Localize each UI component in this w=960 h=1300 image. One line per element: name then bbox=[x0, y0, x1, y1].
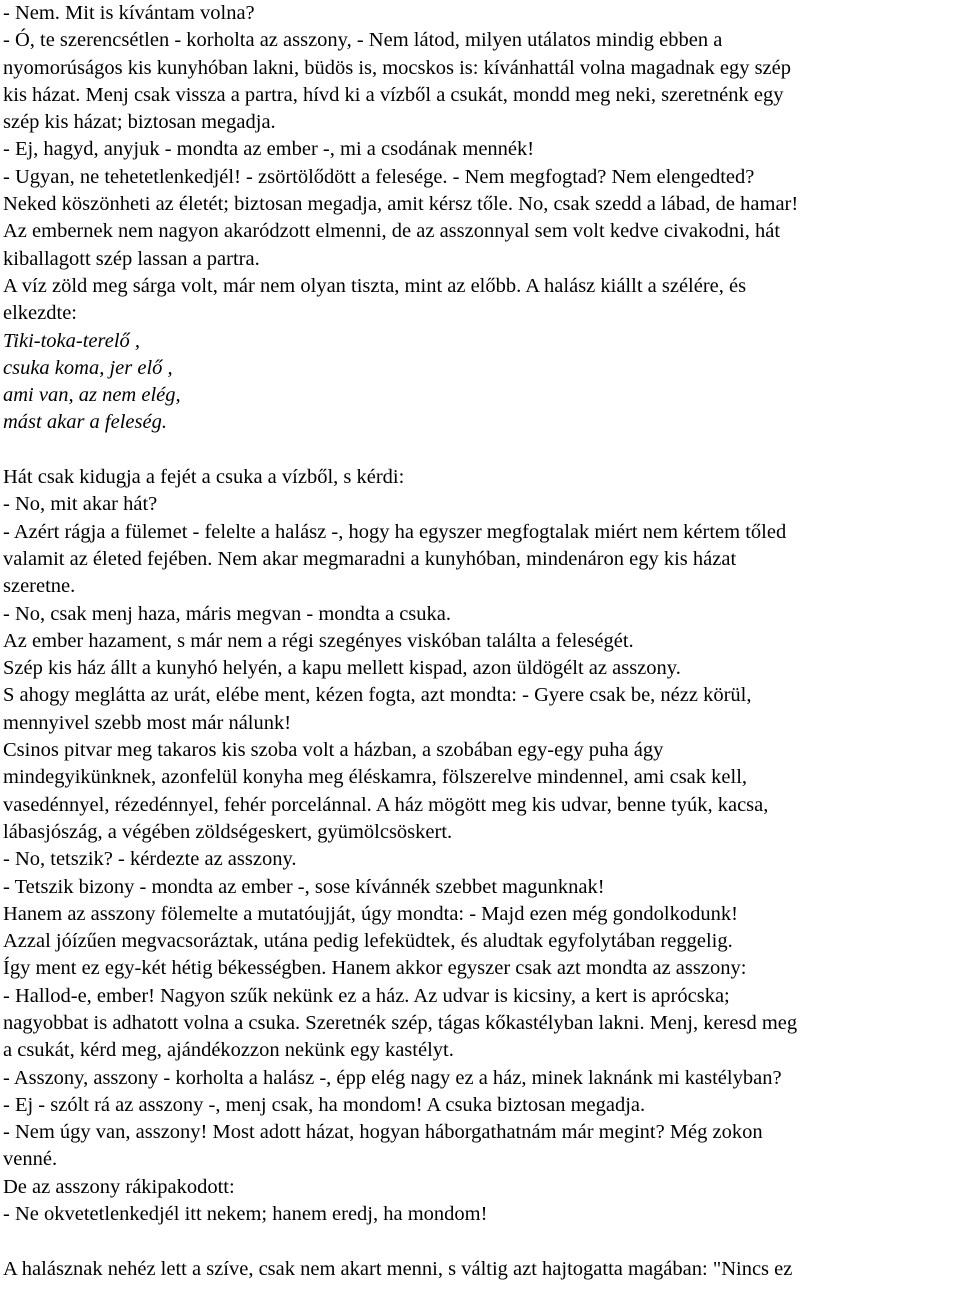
text-line: a csukát, kérd meg, ajándékozzon nekünk egy kastélyt. bbox=[3, 1039, 454, 1062]
text-line: Így ment ez egy-két hétig békességben. Hanem akkor egyszer csak azt mondta az asszony: bbox=[3, 957, 747, 980]
text-line: - No, tetszik? - kérdezte az asszony. bbox=[3, 848, 297, 871]
text-line: kiballagott szép lassan a partra. bbox=[3, 247, 260, 270]
text-line: De az asszony rákipakodott: bbox=[3, 1175, 235, 1198]
text-line: venné. bbox=[3, 1148, 58, 1171]
text-line: - No, csak menj haza, máris megvan - mondta a csuka. bbox=[3, 602, 451, 625]
text-line: Az embernek nem nagyon akaródzott elmenni, de az asszonnyal sem volt kedve civakodni, hát bbox=[3, 220, 781, 243]
text-line: - Nem. Mit is kívántam volna? bbox=[3, 2, 255, 24]
text-line: lábasjószág, a végében zöldségeskert, gyümölcsöskert. bbox=[3, 820, 453, 843]
blank-line bbox=[3, 1228, 960, 1255]
blank-line bbox=[3, 437, 960, 464]
text-line: Az ember hazament, s már nem a régi szegényes viskóban találta a feleségét. bbox=[3, 629, 634, 652]
text-line: mennyivel szebb most már nálunk! bbox=[3, 711, 292, 734]
text-line: szeretne. bbox=[3, 575, 76, 598]
text-line: szép kis házat; biztosan megadja. bbox=[3, 111, 276, 134]
text-line: - Hallod-e, ember! Nagyon szűk nekünk ez a ház. Az udvar is kicsiny, a kert is aprócska; bbox=[3, 984, 730, 1007]
text-line: Hát csak kidugja a fejét a csuka a vízből, s kérdi: bbox=[3, 466, 405, 489]
text-line: - Ugyan, ne tehetetlenkedjél! - zsörtölődött a felesége. - Nem megfogtad? Nem elengedted? bbox=[3, 165, 755, 188]
text-line: - Asszony, asszony - korholta a halász -, épp elég nagy ez a ház, minek laknánk mi kastélyban? bbox=[3, 1066, 782, 1089]
text-line: - Ne okvetetlenkedjél itt nekem; hanem eredj, ha mondom! bbox=[3, 1203, 488, 1226]
text-line: - Ej - szólt rá az asszony -, menj csak, ha mondom! A csuka biztosan megadja. bbox=[3, 1093, 646, 1116]
text-line: Neked köszönheti az életét; biztosan megadja, amit kérsz tőle. No, csak szedd a lábad, de hamar! bbox=[3, 193, 799, 216]
text-line: nagyobbat is adhatott volna a csuka. Szeretnék szép, tágas kőkastélyban lakni. Menj, keresd meg bbox=[3, 1011, 798, 1034]
text-line: - Ó, te szerencsétlen - korholta az asszony, - Nem látod, milyen utálatos mindig ebben a bbox=[3, 29, 723, 52]
text-line: - Ej, hagyd, anyjuk - mondta az ember -, mi a csodának mennék! bbox=[3, 138, 535, 161]
text-line: Szép kis ház állt a kunyhó helyén, a kapu mellett kispad, azon üldögélt az asszony. bbox=[3, 657, 681, 680]
text-line: - Azért rágja a fülemet - felelte a halász -, hogy ha egyszer megfogtalak miért nem kértem tőled bbox=[3, 520, 787, 543]
verse-line: Tiki-toka-terelő , bbox=[3, 329, 141, 352]
text-line: A víz zöld meg sárga volt, már nem olyan tiszta, mint az előbb. A halász kiállt a szélére, és bbox=[3, 274, 747, 297]
text-line: Csinos pitvar meg takaros kis szoba volt a házban, a szobában egy-egy puha ágy bbox=[3, 739, 664, 762]
text-line: kis házat. Menj csak vissza a partra, hívd ki a vízből a csukát, mondd meg neki, szeretnénk egy bbox=[3, 83, 784, 106]
text-line: S ahogy meglátta az urát, elébe ment, kézen fogta, azt mondta: - Gyere csak be, nézz körül, bbox=[3, 684, 752, 707]
text-line: - Tetszik bizony - mondta az ember -, sose kívánnék szebbet magunknak! bbox=[3, 875, 605, 898]
verse-line: csuka koma, jer elő , bbox=[3, 356, 173, 379]
text-line: valamit az életed fejében. Nem akar megmaradni a kunyhóban, mindenáron egy kis házat bbox=[3, 547, 737, 570]
text-line: A halásznak nehéz lett a szíve, csak nem akart menni, s váltig azt hajtogatta magában: "Nincs ez bbox=[3, 1257, 793, 1280]
text-line: elkezdte: bbox=[3, 302, 77, 325]
verse-line: mást akar a feleség. bbox=[3, 411, 167, 434]
text-line: - No, mit akar hát? bbox=[3, 493, 158, 516]
verse-line: ami van, az nem elég, bbox=[3, 384, 181, 407]
text-line: Hanem az asszony fölemelte a mutatóujját, úgy mondta: - Majd ezen még gondolkodunk! bbox=[3, 902, 738, 925]
text-line: mindegyikünknek, azonfelül konyha meg éléskamra, fölszerelve mindennel, ami csak kell, bbox=[3, 766, 748, 789]
text-line: nyomorúságos kis kunyhóban lakni, büdös is, mocskos is: kívánhattál volna magadnak egy szép bbox=[3, 56, 791, 79]
text-line: Azzal jóízűen megvacsoráztak, utána pedig lefeküdtek, és aludtak egyfolytában reggelig. bbox=[3, 930, 733, 953]
text-line: vasedénnyel, rézedénnyel, fehér porcelánnal. A ház mögött meg kis udvar, benne tyúk, kacsa, bbox=[3, 793, 769, 816]
text-line: - Nem úgy van, asszony! Most adott házat, hogyan háborgathatnám már megint? Még zokon bbox=[3, 1121, 763, 1144]
